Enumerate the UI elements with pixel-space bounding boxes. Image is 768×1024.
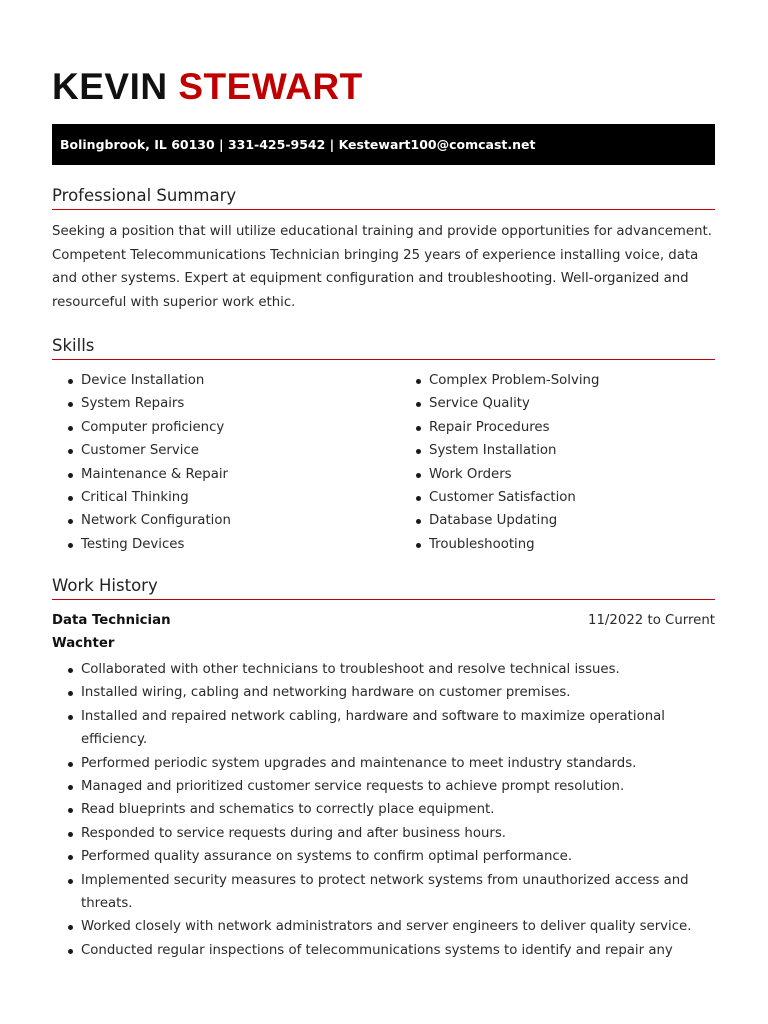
skill-item: Repair Procedures	[400, 416, 599, 439]
job-duty: Installed wiring, cabling and networking hardware on customer premises.	[52, 681, 715, 704]
contact-bar: Bolingbrook, IL 60130 | 331-425-9542 | Kestewart100@comcast.net	[52, 124, 715, 165]
skills-column-right	[400, 369, 599, 556]
job-duty: Installed and repaired network cabling, hardware and software to maximize operational efficiency.	[52, 705, 715, 752]
skill-item: Computer proficiency	[52, 416, 400, 439]
skill-item: System Installation	[400, 439, 599, 462]
skill-item: Critical Thinking	[52, 486, 400, 509]
first-name: KEVIN	[52, 66, 168, 107]
skill-item: Service Quality	[400, 392, 599, 415]
skill-item: Network Configuration	[52, 509, 400, 532]
employer-name: Wachter	[52, 636, 115, 651]
skill-item: Troubleshooting	[400, 533, 599, 556]
section-title-work-history: Work History	[52, 576, 715, 600]
skill-item: System Repairs	[52, 392, 400, 415]
job-duty: Read blueprints and schematics to correctly place equipment.	[52, 798, 715, 821]
section-title-skills: Skills	[52, 336, 715, 360]
job-dates: 11/2022 to Current	[588, 613, 715, 628]
skills-column-left	[52, 369, 400, 556]
skill-item: Database Updating	[400, 509, 599, 532]
job-duty: Responded to service requests during and after business hours.	[52, 822, 715, 845]
job-duty: Performed periodic system upgrades and maintenance to meet industry standards.	[52, 752, 715, 775]
job-duty: Managed and prioritized customer service requests to achieve prompt resolution.	[52, 775, 715, 798]
last-name: STEWART	[178, 66, 363, 107]
skills-list	[52, 369, 715, 556]
job-duty: Performed quality assurance on systems to confirm optimal performance.	[52, 845, 715, 868]
job-duty: Worked closely with network administrators and server engineers to deliver quality service.	[52, 915, 715, 938]
skill-item: Testing Devices	[52, 533, 400, 556]
candidate-name	[52, 66, 363, 108]
skill-item: Customer Service	[52, 439, 400, 462]
job-duties-list	[52, 658, 715, 962]
job-duty: Conducted regular inspections of telecommunications systems to identify and repair any	[52, 939, 715, 962]
job-duty: Collaborated with other technicians to troubleshoot and resolve technical issues.	[52, 658, 715, 681]
skill-item: Customer Satisfaction	[400, 486, 599, 509]
section-title-summary: Professional Summary	[52, 186, 715, 210]
summary-text: Seeking a position that will utilize educational training and provide opportunities for advancement. Competent Telecommunications Technician bringing 25 years of experience installing voice, data and other systems. Expert at equipment configuration and troubleshooting. Well-organized and resourceful with superior work ethic.	[52, 224, 712, 310]
skill-item: Device Installation	[52, 369, 400, 392]
skill-item: Work Orders	[400, 463, 599, 486]
job-title: Data Technician	[52, 613, 171, 628]
skill-item: Maintenance & Repair	[52, 463, 400, 486]
job-duty: Implemented security measures to protect network systems from unauthorized access and threats.	[52, 869, 715, 916]
skill-item: Complex Problem-Solving	[400, 369, 599, 392]
